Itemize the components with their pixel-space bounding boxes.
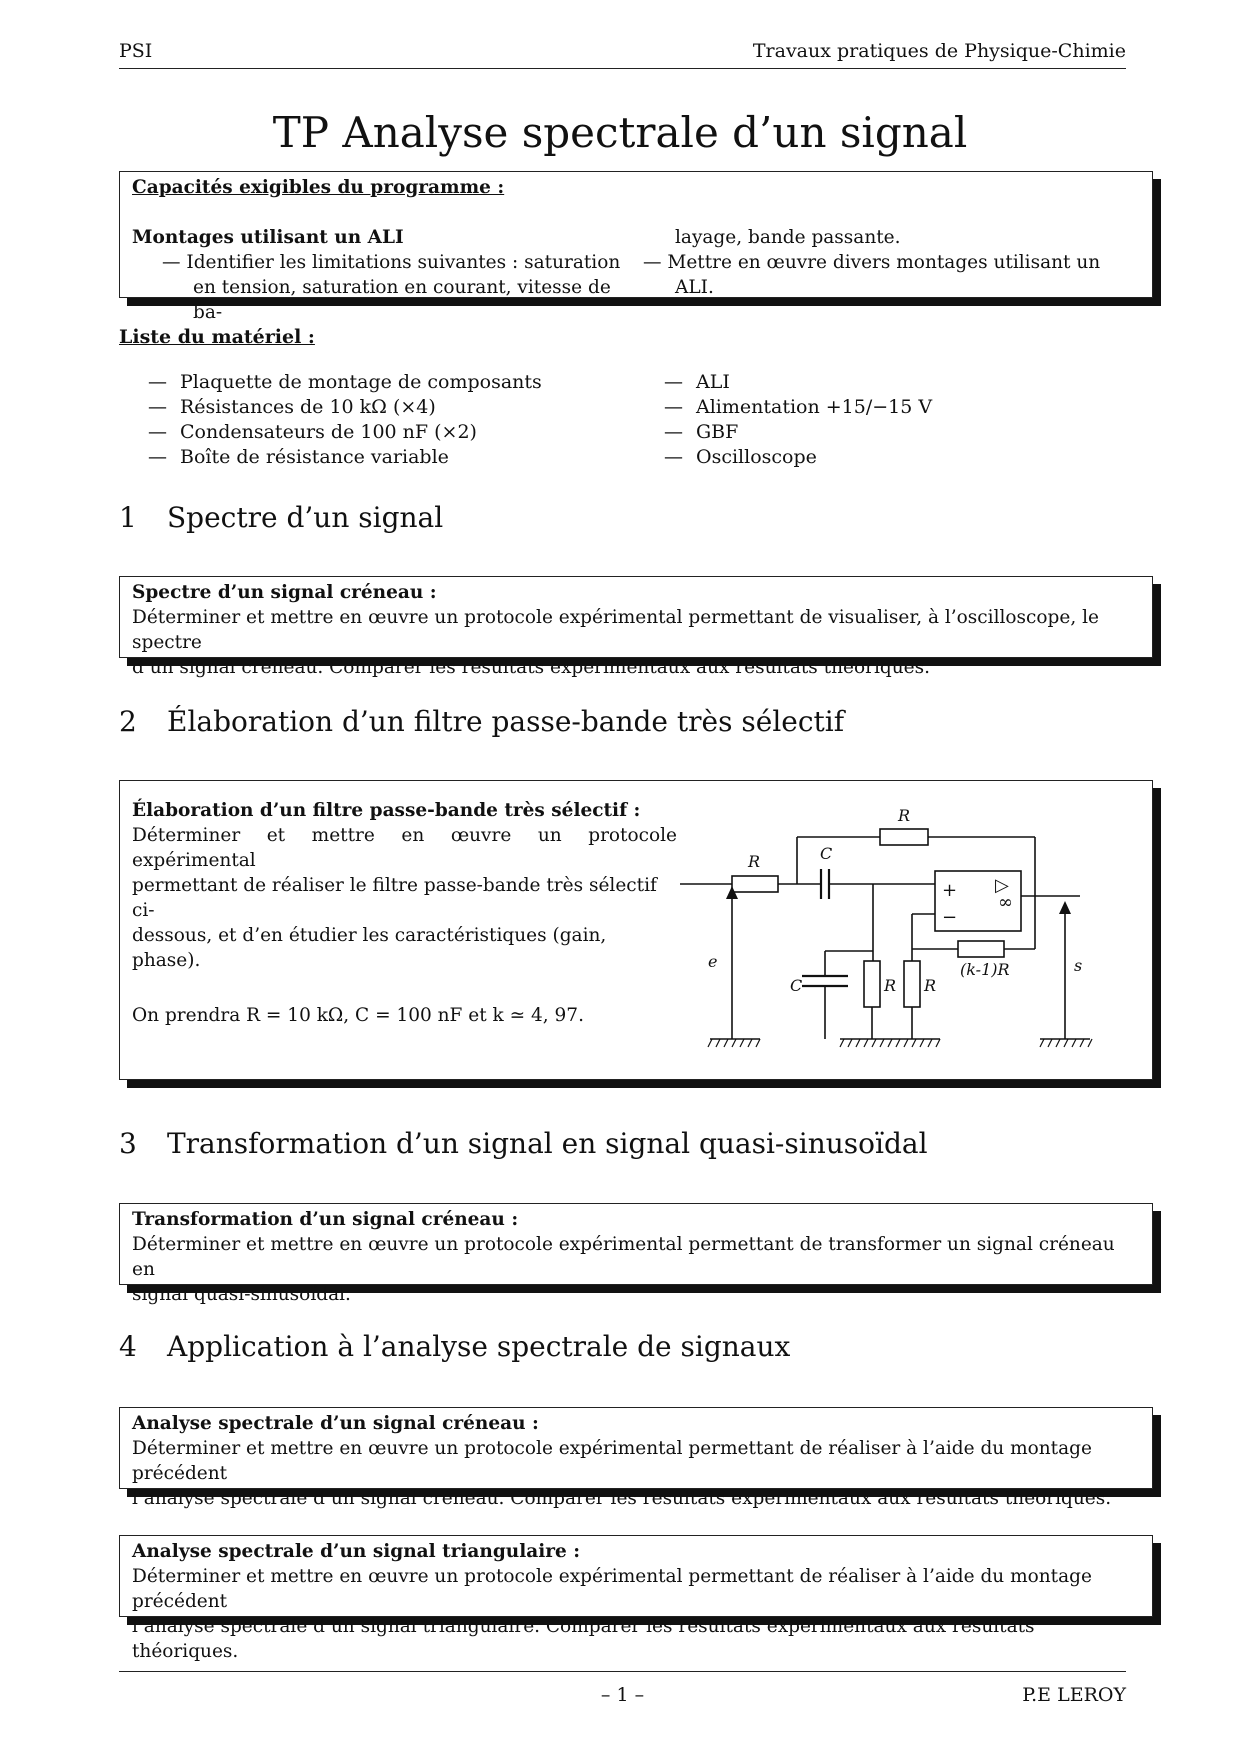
label-c-series: C bbox=[820, 844, 833, 863]
materiel-item: — Condensateurs de 100 nF (×2) bbox=[148, 421, 477, 443]
materiel-item: — Alimentation +15/−15 V bbox=[664, 396, 933, 418]
op-amp-triangle-icon: ▷ bbox=[995, 875, 1009, 896]
box5-line1: Déterminer et mettre en œuvre un protocole expérimental permettant de réaliser à l’aide du montage précédent bbox=[132, 1566, 1092, 1612]
box5-title: Analyse spectrale d’un signal triangulaire : bbox=[132, 1541, 581, 1562]
section-2-heading: 2 Élaboration d’un filtre passe-bande très sélectif bbox=[119, 705, 845, 738]
box3-line2: signal quasi-sinusoïdal. bbox=[132, 1284, 351, 1305]
resistor-shunt-2 bbox=[904, 961, 920, 1007]
box1-title: Spectre d’un signal créneau : bbox=[132, 582, 437, 603]
materiel-right-list bbox=[664, 370, 932, 470]
label-r-shunt-2: R bbox=[924, 976, 937, 995]
resistor-feedback-top bbox=[880, 829, 928, 845]
capacites-item1-line3: layage, bande passante. bbox=[675, 227, 901, 248]
materiel-item: — Résistances de 10 kΩ (×4) bbox=[148, 396, 436, 418]
resistor-k-minus-1 bbox=[958, 941, 1004, 957]
page-header bbox=[119, 40, 1126, 69]
header-right: Travaux pratiques de Physique-Chimie bbox=[752, 40, 1126, 62]
label-c-shunt: C bbox=[790, 976, 803, 995]
capacites-item2-line1: — Mettre en œuvre divers montages utilisant un bbox=[643, 252, 1101, 273]
box-analyse-triangulaire bbox=[119, 1535, 1153, 1662]
capacites-item2-line2: ALI. bbox=[675, 277, 714, 298]
materiel-item: — Boîte de résistance variable bbox=[148, 446, 449, 468]
materiel-item: — Oscilloscope bbox=[664, 446, 817, 468]
label-plus: + bbox=[942, 880, 958, 901]
capacites-subtitle: Montages utilisant un ALI bbox=[132, 227, 404, 248]
resistor-input bbox=[732, 876, 778, 892]
header-left: PSI bbox=[119, 40, 153, 62]
materiel-item: — Plaquette de montage de composants bbox=[148, 371, 542, 393]
materiel-item: — ALI bbox=[664, 371, 730, 393]
label-r-input: R bbox=[748, 852, 761, 871]
capacites-item1-line2: en tension, saturation en courant, vitesse de ba- bbox=[193, 277, 611, 323]
box2-values: On prendra R = 10 kΩ, C = 100 nF et k ≃ 4, 97. bbox=[132, 1005, 584, 1026]
label-r-shunt-1: R bbox=[884, 976, 897, 995]
capacites-right-col bbox=[637, 225, 1137, 325]
label-e: e bbox=[708, 952, 718, 971]
label-infinity: ∞ bbox=[998, 892, 1013, 913]
box3-title: Transformation d’un signal créneau : bbox=[132, 1209, 519, 1230]
box4-title: Analyse spectrale d’un signal créneau : bbox=[132, 1413, 539, 1434]
page-footer bbox=[119, 1671, 1126, 1706]
box4-line2: l’analyse spectrale d’un signal créneau. Comparer les résultats expérimentaux aux résultats théoriques. bbox=[132, 1488, 1112, 1509]
section-4-heading: 4 Application à l’analyse spectrale de signaux bbox=[119, 1330, 791, 1363]
label-s: s bbox=[1074, 956, 1083, 975]
label-r-top: R bbox=[898, 806, 911, 825]
section-1-heading: 1 Spectre d’un signal bbox=[119, 501, 444, 534]
capacites-item1-line1: — Identifier les limitations suivantes : saturation bbox=[162, 252, 621, 273]
arrow-s bbox=[1059, 901, 1071, 914]
box2-title: Élaboration d’un filtre passe-bande très sélectif : bbox=[132, 800, 641, 821]
page-number: – 1 – bbox=[600, 1684, 645, 1706]
box-spectre-creneau bbox=[119, 576, 1153, 678]
box2-line2: permettant de réaliser le filtre passe-bande très sélectif ci- bbox=[132, 875, 657, 921]
box-filtre bbox=[119, 780, 1153, 1080]
box2-line1: Déterminer et mettre en œuvre un protocole expérimental bbox=[132, 825, 677, 871]
box-analyse-creneau bbox=[119, 1407, 1153, 1509]
materiel-title: Liste du matériel : bbox=[119, 326, 315, 348]
capacites-title: Capacités exigibles du programme : bbox=[132, 177, 505, 198]
filter-circuit-diagram bbox=[680, 791, 1130, 1071]
box-transformation bbox=[119, 1203, 1153, 1305]
resistor-shunt-1 bbox=[864, 961, 880, 1007]
box4-line1: Déterminer et mettre en œuvre un protocole expérimental permettant de réaliser à l’aide du montage précédent bbox=[132, 1438, 1092, 1484]
box1-line1: Déterminer et mettre en œuvre un protocole expérimental permettant de visualiser, à l’oscilloscope, le spectre bbox=[132, 607, 1099, 653]
box1-line2: d’un signal créneau. Comparer les résultats expérimentaux aux résultats théoriques. bbox=[132, 657, 930, 678]
materiel-left-list bbox=[148, 370, 542, 470]
label-k-minus-1-r: (k-1)R bbox=[960, 960, 1010, 979]
capacites-box bbox=[119, 171, 1153, 323]
label-minus: − bbox=[942, 907, 958, 928]
box5-line2: l’analyse spectrale d’un signal triangulaire. Comparer les résultats expérimentaux aux résultats théoriques. bbox=[132, 1616, 1035, 1662]
page-title: TP Analyse spectrale d’un signal bbox=[272, 108, 968, 157]
capacites-left-col bbox=[132, 225, 637, 325]
box2-line3: dessous, et d’en étudier les caractéristiques (gain, phase). bbox=[132, 925, 607, 971]
materiel-item: — GBF bbox=[664, 421, 739, 443]
author: P.E LEROY bbox=[1022, 1684, 1126, 1706]
box3-line1: Déterminer et mettre en œuvre un protocole expérimental permettant de transformer un signal créneau en bbox=[132, 1234, 1115, 1280]
section-3-heading: 3 Transformation d’un signal en signal quasi-sinusoïdal bbox=[119, 1127, 928, 1160]
